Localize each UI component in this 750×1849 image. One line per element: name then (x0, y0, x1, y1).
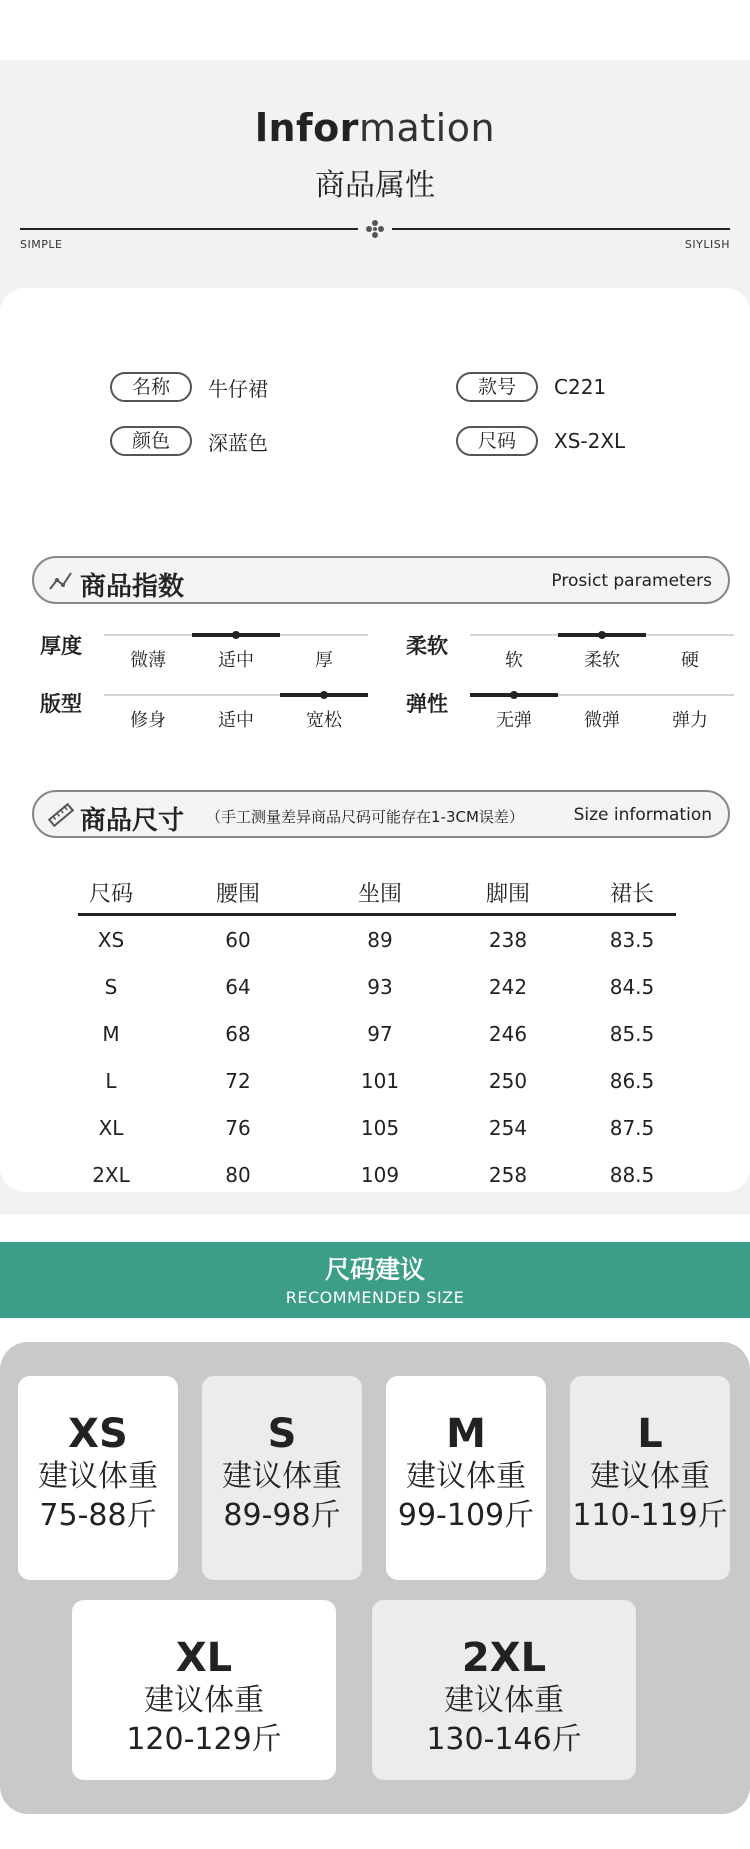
table-cell: 64 (225, 974, 251, 999)
recommend-label: 建议体重 (144, 1683, 264, 1718)
recommend-size: L (637, 1411, 663, 1457)
table-cell: 250 (488, 1068, 528, 1093)
table-row (78, 1010, 676, 1057)
param-label-softness: 柔软 (406, 634, 448, 658)
table-cell: 101 (360, 1068, 400, 1093)
table-cell: 89 (367, 927, 393, 952)
table-cell: 80 (225, 1162, 251, 1187)
divider-right (392, 228, 730, 230)
attribute-value: XS-2XL (554, 429, 626, 453)
table-header-cell: 尺码 (88, 882, 133, 907)
param-label-fit: 版型 (40, 692, 82, 716)
table-cell: 105 (360, 1115, 400, 1140)
recommend-banner (0, 1242, 750, 1318)
title-en (0, 106, 750, 150)
table-cell: L (105, 1068, 117, 1093)
table-cell: 88.5 (609, 1162, 655, 1187)
param-scale-thickness (104, 634, 368, 674)
table-cell: XS (97, 927, 125, 952)
scale-dot (598, 631, 606, 639)
table-header-row (78, 872, 676, 916)
recommend-size: S (267, 1411, 297, 1457)
index-section-title: 商品指数 (80, 572, 185, 602)
table-header-cell: 坐围 (357, 882, 402, 907)
scale-option: 宽松 (306, 710, 342, 731)
attribute-value: 深蓝色 (208, 430, 268, 455)
scale-dot (510, 691, 518, 699)
recommend-label: 建议体重 (590, 1459, 710, 1494)
table-cell: 254 (488, 1115, 528, 1140)
scale-option: 软 (505, 650, 523, 671)
recommend-card-l (570, 1376, 730, 1580)
table-cell: M (102, 1021, 120, 1046)
size-section-bar (32, 790, 730, 838)
recommend-weight: 130-146斤 (426, 1722, 582, 1757)
param-scale-elasticity (470, 694, 734, 734)
table-cell: 258 (488, 1162, 528, 1187)
table-cell: 72 (225, 1068, 251, 1093)
recommend-weight: 99-109斤 (397, 1498, 535, 1533)
size-section-subtitle: Size information (573, 805, 712, 825)
attribute-label: 尺码 (456, 426, 538, 456)
scale-dot (320, 691, 328, 699)
table-cell: 60 (225, 927, 251, 952)
attribute-label: 颜色 (110, 426, 192, 456)
recommend-label: 建议体重 (38, 1459, 158, 1494)
attribute-size (456, 426, 625, 456)
param-label-thickness: 厚度 (40, 634, 82, 658)
recommend-weight: 89-98斤 (223, 1498, 341, 1533)
table-cell: 76 (225, 1115, 251, 1140)
recommend-label: 建议体重 (222, 1459, 342, 1494)
recommend-size: M (446, 1411, 486, 1457)
recommend-weight: 75-88斤 (39, 1498, 157, 1533)
table-header-cell: 裙长 (609, 882, 654, 907)
table-cell: 2XL (92, 1162, 130, 1187)
scale-option: 修身 (130, 710, 166, 731)
table-cell: 83.5 (609, 927, 655, 952)
recommend-size: XL (175, 1635, 233, 1681)
table-header-cell: 腰围 (215, 882, 260, 907)
recommend-subtitle: RECOMMENDED SIZE (285, 1288, 465, 1307)
recommend-label: 建议体重 (406, 1459, 526, 1494)
table-row (78, 916, 676, 963)
attribute-name (110, 372, 268, 402)
title-en-bold: lnfor (254, 106, 359, 150)
ornament-icon (364, 218, 386, 240)
recommend-card-s (202, 1376, 362, 1580)
attribute-label: 名称 (110, 372, 192, 402)
scale-option: 弹力 (672, 710, 708, 731)
param-label-elasticity: 弹性 (406, 692, 448, 716)
size-table (78, 872, 676, 1198)
recommend-card-2xl (372, 1600, 636, 1780)
trend-icon (48, 569, 74, 593)
recommend-size: 2XL (461, 1635, 547, 1681)
table-cell: 109 (360, 1162, 400, 1187)
recommend-size: XS (68, 1411, 128, 1457)
table-cell: 242 (488, 974, 528, 999)
scale-option: 适中 (218, 650, 254, 671)
recommend-panel (0, 1342, 750, 1814)
scale-option: 无弹 (496, 710, 532, 731)
attribute-value: C221 (554, 375, 607, 399)
table-header-cell: 脚围 (485, 882, 530, 907)
recommend-card-m (386, 1376, 546, 1580)
scale-option: 微薄 (130, 650, 166, 671)
table-cell: 68 (225, 1021, 251, 1046)
recommend-card-xl (72, 1600, 336, 1780)
table-row (78, 1104, 676, 1151)
table-cell: 84.5 (609, 974, 655, 999)
caption-stylish: SIYLISH (684, 238, 730, 251)
table-cell: XL (98, 1115, 124, 1140)
ruler-icon (48, 803, 74, 827)
size-section-note: （手工测量差异商品尺码可能存在1-3CM误差） (206, 808, 524, 826)
size-section-title: 商品尺寸 (80, 806, 185, 836)
recommend-weight: 120-129斤 (126, 1722, 282, 1757)
caption-simple: SIMPLE (20, 238, 63, 251)
attribute-value: 牛仔裙 (208, 376, 268, 401)
index-section-bar (32, 556, 730, 604)
table-cell: 86.5 (609, 1068, 655, 1093)
recommend-label: 建议体重 (444, 1683, 564, 1718)
scale-dot (232, 631, 240, 639)
scale-option: 适中 (218, 710, 254, 731)
table-row (78, 1151, 676, 1198)
param-scale-softness (470, 634, 734, 674)
table-cell: 93 (367, 974, 393, 999)
table-cell: 85.5 (609, 1021, 655, 1046)
recommend-card-xs (18, 1376, 178, 1580)
table-row (78, 963, 676, 1010)
attribute-style-no (456, 372, 606, 402)
attribute-label: 款号 (456, 372, 538, 402)
table-row (78, 1057, 676, 1104)
scale-option: 厚 (315, 650, 333, 671)
recommend-weight: 110-119斤 (572, 1498, 728, 1533)
scale-option: 柔软 (584, 650, 620, 671)
scale-option: 微弹 (584, 710, 620, 731)
title-en-light: mation (358, 106, 496, 150)
scale-option: 硬 (681, 650, 699, 671)
table-cell: 238 (488, 927, 528, 952)
title-cn: 商品属性 (315, 168, 435, 203)
recommend-title: 尺码建议 (324, 1255, 425, 1284)
divider-left (20, 228, 358, 230)
attribute-color (110, 426, 268, 456)
table-cell: 87.5 (609, 1115, 655, 1140)
index-section-subtitle: Prosict parameters (551, 571, 712, 591)
table-cell: 246 (488, 1021, 528, 1046)
table-cell: S (104, 974, 118, 999)
table-cell: 97 (367, 1021, 393, 1046)
param-scale-fit (104, 694, 368, 734)
